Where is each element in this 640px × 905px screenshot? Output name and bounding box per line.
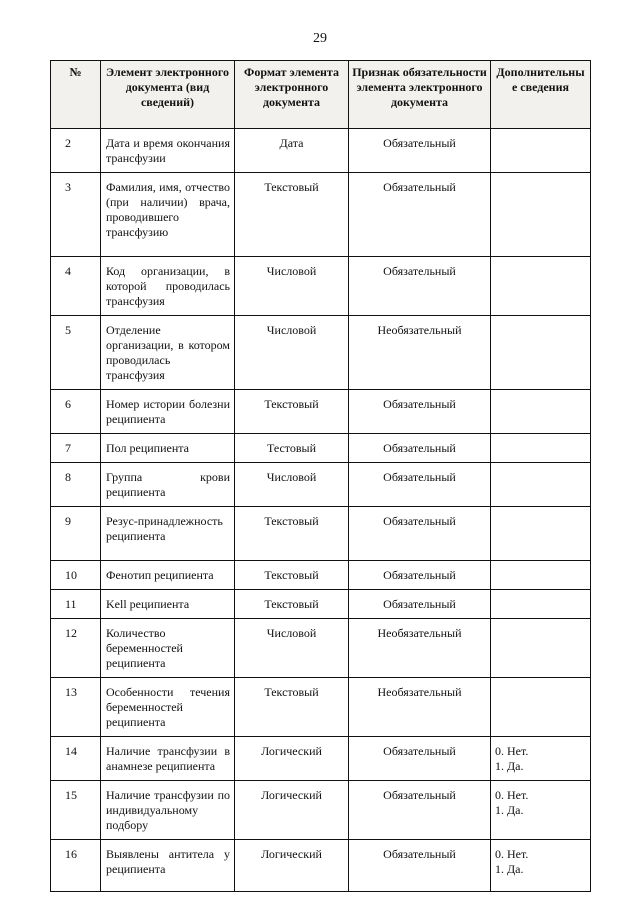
table-row [51,463,591,507]
additional-info-line: 1. Да. [495,862,524,876]
row-number: 8 [51,463,101,507]
element-required: Обязательный [349,590,491,619]
element-name: Пол реципиента [101,434,235,463]
table-row [51,590,591,619]
element-format: Тестовый [235,434,349,463]
additional-info [491,840,591,892]
element-required: Обязательный [349,781,491,840]
element-required: Обязательный [349,173,491,257]
element-name: Дата и время окончания трансфузии [101,129,235,173]
table-row [51,257,591,316]
element-name: Kell реципиента [101,590,235,619]
additional-info [491,316,591,390]
table-row [51,390,591,434]
table-row [51,678,591,737]
table-row [51,434,591,463]
element-name: Особенности течения беременностей реципиента [101,678,235,737]
element-required: Обязательный [349,257,491,316]
row-number: 4 [51,257,101,316]
element-required: Обязательный [349,737,491,781]
element-format: Текстовый [235,590,349,619]
header-element: Элемент электронного документа (вид сведений) [101,61,235,129]
element-required: Обязательный [349,390,491,434]
row-number: 14 [51,737,101,781]
additional-info [491,781,591,840]
table-row [51,507,591,561]
element-required: Обязательный [349,840,491,892]
table-row [51,840,591,892]
table-row [51,561,591,590]
header-additional: Дополнительны е сведения [491,61,591,129]
additional-info [491,463,591,507]
element-name: Количество беременностей реципиента [101,619,235,678]
element-format: Текстовый [235,173,349,257]
element-format: Текстовый [235,390,349,434]
additional-info [491,257,591,316]
additional-info-line: 0. Нет. [495,788,529,802]
additional-info [491,737,591,781]
header-number: № [51,61,101,129]
row-number: 5 [51,316,101,390]
additional-info [491,678,591,737]
row-number: 7 [51,434,101,463]
table-row [51,173,591,257]
element-format: Текстовый [235,507,349,561]
element-format: Числовой [235,316,349,390]
additional-info [491,590,591,619]
element-name: Наличие трансфузии по индивидуальному подбору [101,781,235,840]
element-required: Необязательный [349,316,491,390]
table-row [51,737,591,781]
table-row [51,781,591,840]
additional-info [491,561,591,590]
table-header-row [51,61,591,129]
element-name: Фенотип реципиента [101,561,235,590]
element-format: Логический [235,737,349,781]
row-number: 2 [51,129,101,173]
element-name: Код организации, в которой проводилась трансфузия [101,257,235,316]
row-number: 3 [51,173,101,257]
element-required: Необязательный [349,619,491,678]
header-required: Признак обязательности элемента электронного документа [349,61,491,129]
element-required: Необязательный [349,678,491,737]
row-number: 10 [51,561,101,590]
element-format: Числовой [235,619,349,678]
element-format: Логический [235,840,349,892]
element-name: Отделение организации, в котором проводилась трансфузия [101,316,235,390]
element-required: Обязательный [349,507,491,561]
row-number: 13 [51,678,101,737]
element-format: Текстовый [235,678,349,737]
row-number: 11 [51,590,101,619]
element-name: Номер истории болезни реципиента [101,390,235,434]
table-row [51,316,591,390]
element-name: Выявлены антитела у реципиента [101,840,235,892]
header-format: Формат элемента электронного документа [235,61,349,129]
element-name: Фамилия, имя, отчество (при наличии) врача, проводившего трансфузию [101,173,235,257]
additional-info-line: 0. Нет. [495,847,529,861]
row-number: 15 [51,781,101,840]
element-name: Резус-принадлежность реципиента [101,507,235,561]
element-name: Группа крови реципиента [101,463,235,507]
row-number: 6 [51,390,101,434]
additional-info-line: 0. Нет. [495,744,529,758]
table-row [51,129,591,173]
additional-info-line: 1. Да. [495,759,524,773]
element-required: Обязательный [349,463,491,507]
page-number: 29 [313,31,327,46]
element-format: Числовой [235,463,349,507]
row-number: 9 [51,507,101,561]
element-format: Логический [235,781,349,840]
additional-info [491,173,591,257]
additional-info [491,619,591,678]
element-required: Обязательный [349,434,491,463]
table-row [51,619,591,678]
element-format: Текстовый [235,561,349,590]
table-body [51,129,591,892]
element-required: Обязательный [349,129,491,173]
row-number: 12 [51,619,101,678]
additional-info [491,507,591,561]
element-format: Числовой [235,257,349,316]
additional-info-line: 1. Да. [495,803,524,817]
element-required: Обязательный [349,561,491,590]
additional-info [491,434,591,463]
element-name: Наличие трансфузии в анамнезе реципиента [101,737,235,781]
document-elements-table [50,60,591,892]
additional-info [491,390,591,434]
element-format: Дата [235,129,349,173]
additional-info [491,129,591,173]
row-number: 16 [51,840,101,892]
